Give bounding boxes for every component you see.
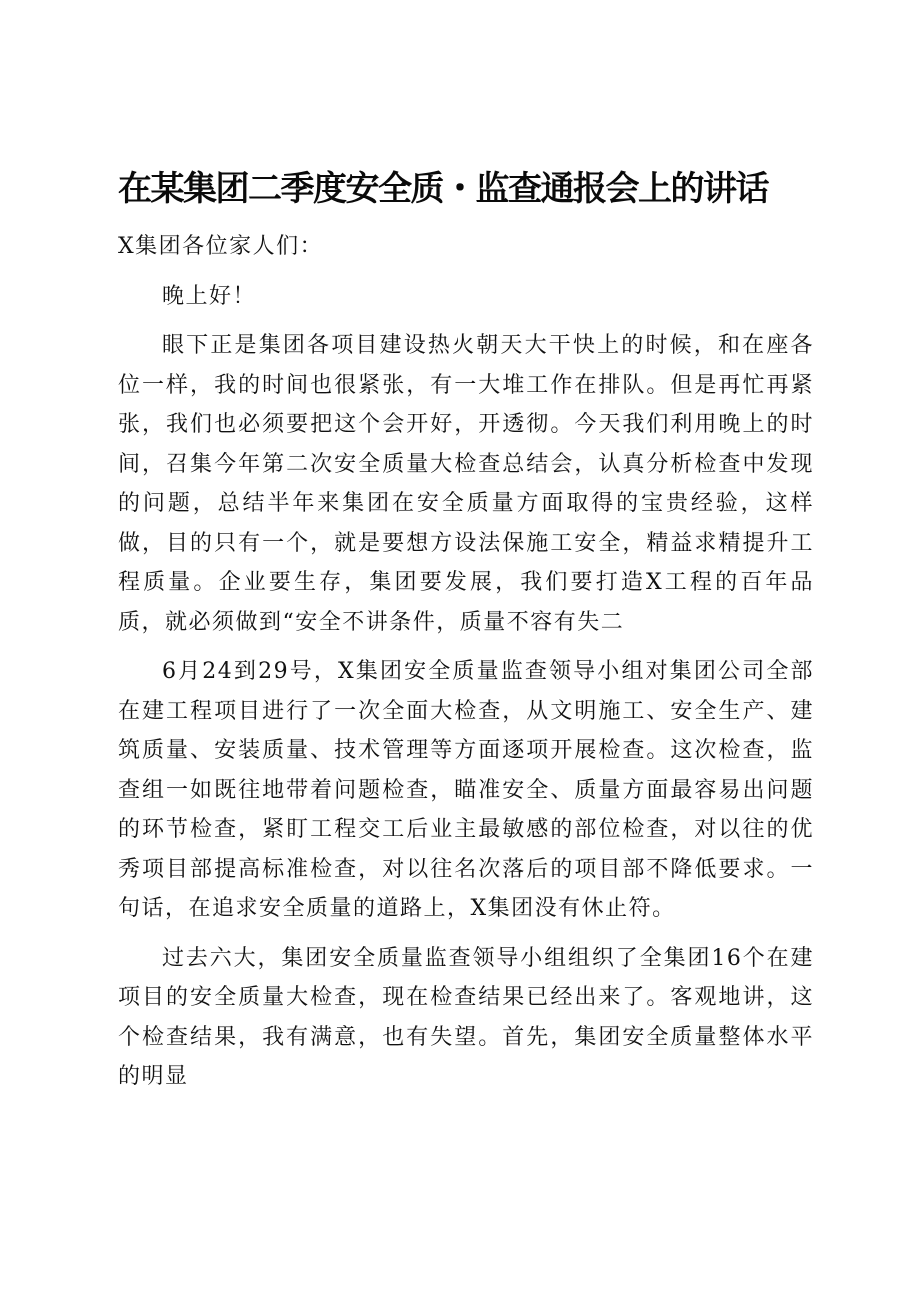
paragraph-results: 过去六大，集团安全质量监查领导小组组织了全集团16个在建项目的安全质量大检查，现在检查结果已经出来了。客观地讲，这个检查结果，我有满意，也有失望。首先，集团安全质量整体水平的明显	[118, 945, 814, 1089]
document-title: 在某集团二季度安全质・监查通报会上的讲话	[118, 169, 768, 209]
paragraph-greeting: 晚上好！	[162, 283, 257, 309]
paragraph-opening: 眼下正是集团各项目建设热火朝天大干快上的时候，和在座各位一样，我的时间也很紧张，有一大堆工作在排队。但是再忙再紧张，我们也必须要把这个会开好，开透彻。今天我们利用晚上的时间，召集今年第二次安全质量大检查总结会，认真分析检查中发现的问题，总结半年来集团在安全质量方面取得的宝贵经验，这样做，目的只有一个，就是要想方设法保施工安全，精益求精提升工程质量。企业要生存，集团要发展，我们要打造X工程的百年品质，就必须做到“安全不讲条件，质量不容有失二	[118, 333, 814, 635]
document-body	[118, 227, 814, 1107]
paragraph-inspection: 6月24到29号，X集团安全质量监查领导小组对集团公司全部在建工程项目进行了一次全面大检查，从文明施工、安全生产、建筑质量、安装质量、技术管理等方面逐项开展检查。这次检查，监查组一如既往地带着问题检查，瞄准安全、质量方面最容易出问题的环节检查，紧盯工程交工后业主最敏感的部位检查，对以往的优秀项目部提高标准检查，对以往名次落后的项目部不降低要求。一句话，在追求安全质量的道路上，X集团没有休止符。	[118, 659, 814, 921]
salutation: X集团各位家人们：	[118, 234, 324, 259]
